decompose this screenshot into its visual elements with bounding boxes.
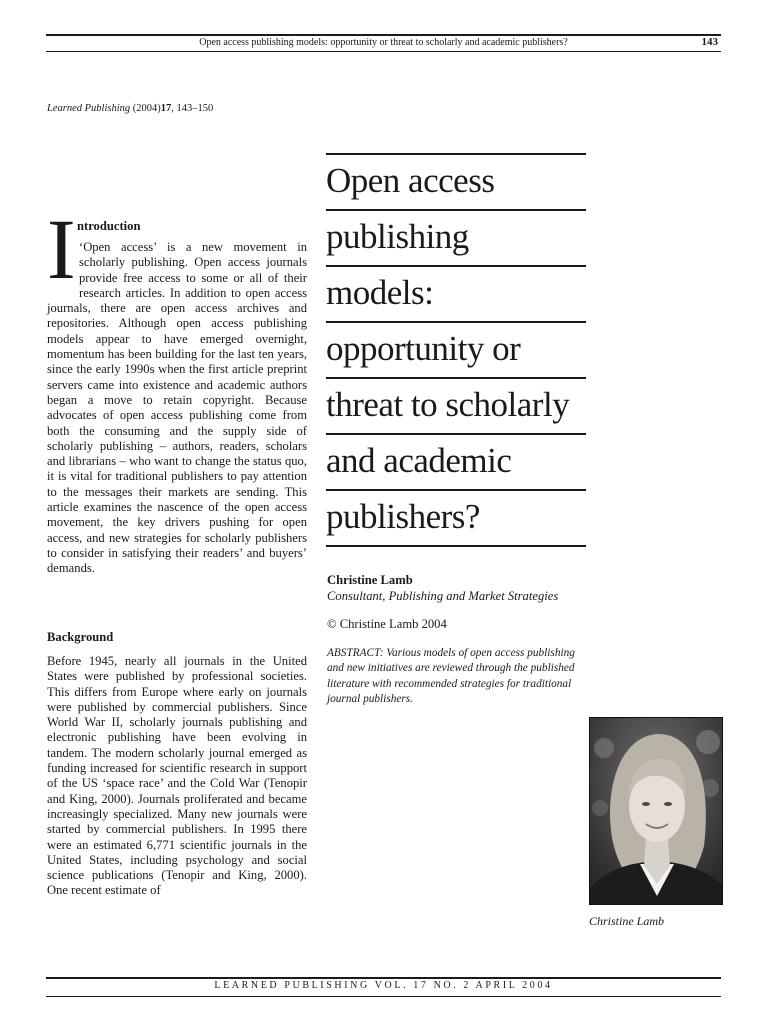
portrait-image [590,718,723,905]
drop-cap: I [47,201,76,297]
copyright-notice: © Christine Lamb 2004 [327,617,447,631]
title-line: models: [326,265,586,321]
footer-rule-top [46,977,721,979]
background-heading: Background [47,630,114,644]
author-photo [589,717,723,905]
title-line: publishers? [326,489,586,547]
citation-pages: , 143–150 [171,103,214,114]
title-line: publishing [326,209,586,265]
citation-volume: 17 [160,103,172,114]
page-number: 143 [701,36,718,48]
article-title [326,153,586,547]
header-rule-bottom [46,51,721,52]
journal-citation [47,103,213,114]
running-title: Open access publishing models: opportunity or threat to scholarly and academic publishers? [199,37,568,48]
background-paragraph: Before 1945, nearly all journals in the United States were published by professional societies. This differs from Europe where early on journals were published by commercial publishers. Since World War II, scholarly journals publishing and electronic publishing have been evolving in tandem. The modern scholarly journal emerged as funding increased for scientific research in support of the US ‘space race’ and the Cold War (Tenopir and King, 2000). Journals proliferated and became increasingly specialized. Many new journals were started by commercial publishers. In 1995 there were an estimated 6,771 scientific journals in the United States, including psychology and social science publications (Tenopir and King, 2000). One recent estimate of [47,654,307,898]
title-line: threat to scholarly [326,377,586,433]
author-name: Christine Lamb [327,573,413,587]
photo-caption: Christine Lamb [589,914,665,928]
citation-year: (2004) [132,103,161,114]
title-line: and academic [326,433,586,489]
title-line: opportunity or [326,321,586,377]
abstract: ABSTRACT: Various models of open access publishing and new initiatives are reviewed through the published literature with recommended strategies for traditional journal publishers. [327,647,575,706]
footer-rule-bottom [46,996,721,997]
introduction-paragraph [47,240,307,577]
introduction-text: ‘Open access’ is a new movement in scholarly publishing. Open access journals provide free access to some or all of their research articles. In addition to open access journals, there are open access archives and repositories. Although open access publishing models appear to have emerged overnight, momentum has been building for the last ten years, since the early 1990s when the first article preprint servers came into existence and academic authors began a move to retain copyright. Because advocates of open access publishing come from both the consuming and the supply side of scholarly publishing – authors, readers, scholars and librarians – who want to change the status quo, it is vital for traditional publishers to pay attention to the messages their markets are sending. This article examines the nascence of the open access movement, the key drivers pushing for open access, and new strategies for scholarly publishers to consider in satisfying their readers’ and buyers’ demands. [47,240,307,576]
citation-journal: Learned Publishing [47,103,131,114]
title-line: Open access [326,153,586,209]
header-rule-top [46,34,721,36]
introduction-heading: ntroduction [77,219,141,233]
author-role: Consultant, Publishing and Market Strategies [327,589,559,603]
footer-journal-info: LEARNED PUBLISHING VOL. 17 NO. 2 APRIL 2004 [214,980,553,991]
